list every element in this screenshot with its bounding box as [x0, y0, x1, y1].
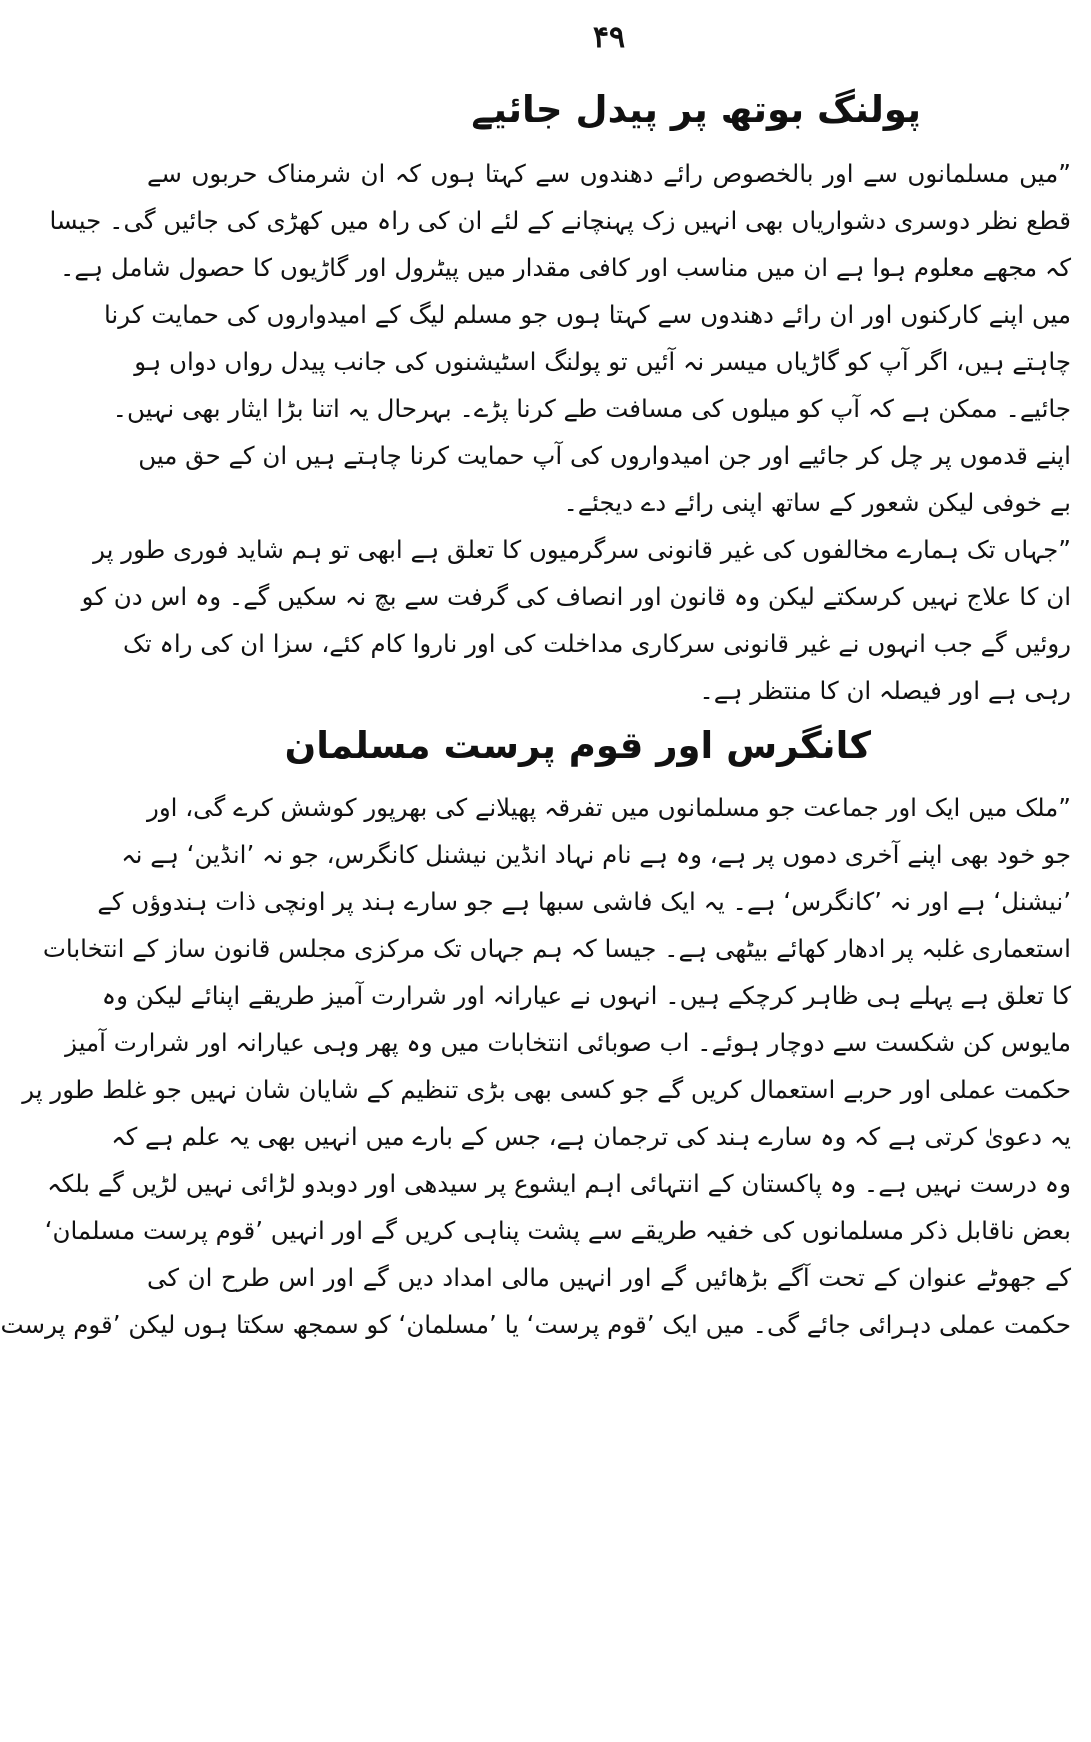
text-line: ”جہاں تک ہمارے مخالفوں کی غیر قانونی سرگرمیوں کا تعلق ہے ابھی تو ہم شاید فوری طور پر: [93, 535, 1071, 564]
text-line: چاہتے ہیں، اگر آپ کو گاڑیاں میسر نہ آئیں تو پولنگ اسٹیشنوں کی جانب پیدل رواں دواں ہو: [134, 347, 1071, 376]
text-line: مایوس کن شکست سے دوچار ہوئے۔ اب صوبائی انتخابات میں وہ پھر وہی عیارانہ اور شرارت آمیز: [65, 1028, 1071, 1057]
text-line: جو خود بھی اپنے آخری دموں پر ہے، وہ ہے نام نہاد انڈین نیشنل کانگرس، جو نہ ’انڈین‘ ہے نہ: [121, 840, 1071, 869]
text-line: اپنے قدموں پر چل کر جائیے اور جن امیدواروں کی آپ حمایت کرنا چاہتے ہیں ان کے حق میں: [138, 441, 1071, 470]
text-line: کے جھوٹے عنوان کے تحت آگے بڑھائیں گے اور انہیں مالی امداد دیں گے اور اس طرح ان کی: [147, 1263, 1071, 1292]
text-line: حکمت عملی اور حربے استعمال کریں گے جو کسی بھی بڑی تنظیم کے شایان شان نہیں جو غلط طور پر: [22, 1075, 1071, 1104]
section-heading: کانگرس اور قوم پرست مسلمان: [284, 724, 871, 767]
text-line: ”میں مسلمانوں سے اور بالخصوص رائے دھندوں سے کہتا ہوں کہ ان شرمناک حربوں سے: [147, 159, 1071, 188]
text-line: روئیں گے جب انہوں نے غیر قانونی سرکاری مداخلت کی اور ناروا کام کئے، سزا ان کی راہ تک: [122, 629, 1071, 658]
section-body: [49, 150, 1071, 714]
section-body: [0, 784, 1071, 1348]
text-line: بے خوفی لیکن شعور کے ساتھ اپنی رائے دے دیجئے۔: [563, 488, 1071, 517]
section-congress-nationalist-muslims: [0, 716, 1071, 1348]
text-line: استعماری غلبہ پر ادھار کھائے بیٹھی ہے۔ جیسا کہ ہم جہاں تک مرکزی مجلس قانون ساز کے انتخابات: [42, 934, 1071, 963]
text-line: میں اپنے کارکنوں اور ان رائے دھندوں سے کہتا ہوں جو مسلم لیگ کے امیدواروں کی حمایت کرنا: [103, 300, 1071, 329]
text-line: وہ درست نہیں ہے۔ وہ پاکستان کے انتہائی اہم ایشوع پر سیدھی اور دوبدو لڑائی نہیں لڑیں گے بلکہ: [47, 1169, 1071, 1198]
text-line: ان کا علاج نہیں کرسکتے لیکن وہ قانون اور انصاف کی گرفت سے بچ نہ سکیں گے۔ وہ اس دن کو: [81, 582, 1071, 611]
text-line: رہی ہے اور فیصلہ ان کا منتظر ہے۔: [699, 676, 1071, 705]
text-line: جائیے۔ ممکن ہے کہ آپ کو میلوں کی مسافت طے کرنا پڑے۔ بہرحال یہ اتنا بڑا ایثار بھی نہیں۔: [112, 394, 1071, 423]
page-number: ۴۹: [592, 20, 626, 55]
text-line: ”ملک میں ایک اور جماعت جو مسلمانوں میں تفرقہ پھیلانے کی بھرپور کوشش کرے گی، اور: [147, 793, 1071, 822]
text-line: بعض ناقابل ذکر مسلمانوں کی خفیہ طریقے سے پشت پناہی کریں گے اور انہیں ’قوم پرست مسلمان‘: [44, 1216, 1071, 1245]
text-line: ’نیشنل‘ ہے اور نہ ’کانگرس‘ ہے۔ یہ ایک فاشی سبھا ہے جو سارے ہند پر اونچی ذات ہندوؤں کے: [97, 887, 1071, 916]
text-line: کا تعلق ہے پہلے ہی ظاہر کرچکے ہیں۔ انہوں نے عیارانہ اور شرارت آمیز طریقے اپنائے لیکن وہ: [101, 981, 1071, 1010]
text-line: یہ دعویٰ کرتی ہے کہ وہ سارے ہند کی ترجمان ہے، جس کے بارے میں انہیں بھی یہ علم ہے کہ: [111, 1122, 1071, 1151]
text-line: حکمت عملی دہرائی جائے گی۔ میں ایک ’قوم پرست‘ یا ’مسلمان‘ کو سمجھ سکتا ہوں لیکن ’قوم پرست: [0, 1310, 1071, 1339]
section-polling-booth: [49, 80, 1071, 714]
text-line: قطع نظر دوسری دشواریاں بھی انہیں زک پہنچانے کے لئے ان کی راہ میں کھڑی کی جائیں گی۔ جیسا: [49, 206, 1071, 235]
text-line: کہ مجھے معلوم ہوا ہے ان میں مناسب اور کافی مقدار میں پیٹرول اور گاڑیوں کا حصول شامل ہے۔: [59, 253, 1071, 282]
section-heading: پولنگ بوتھ پر پیدل جائیے: [471, 88, 921, 131]
